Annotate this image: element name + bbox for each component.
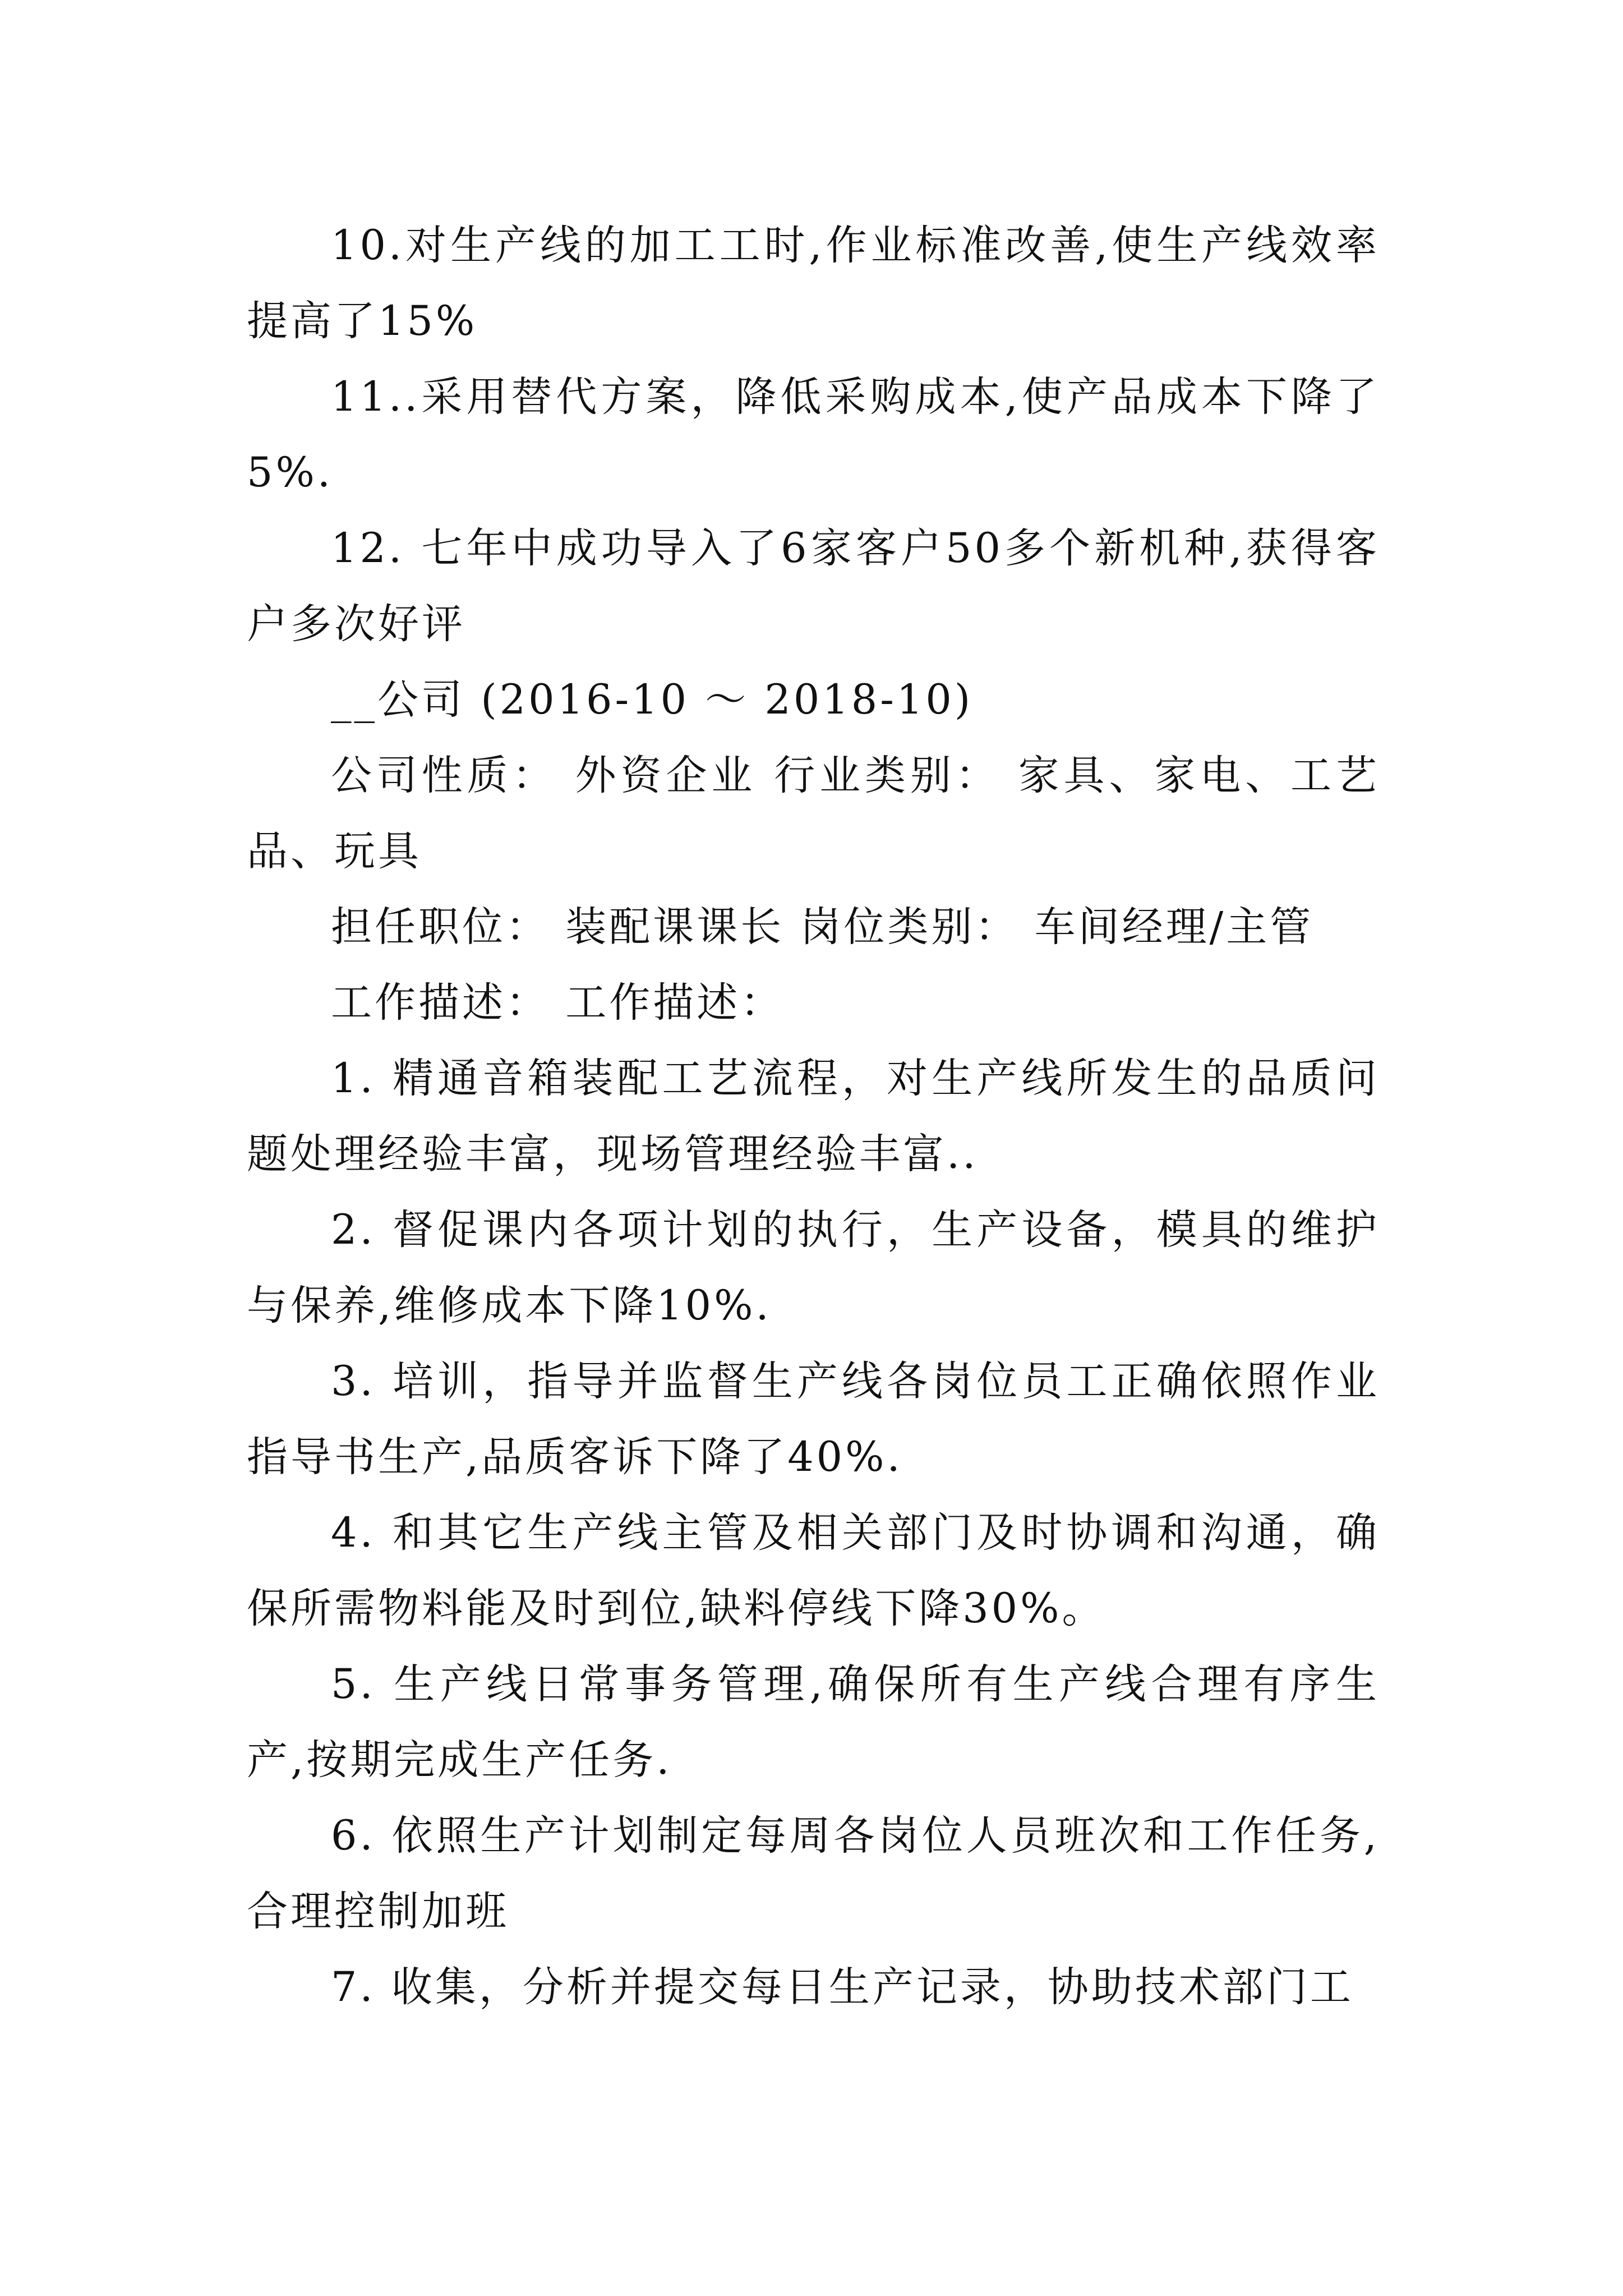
paragraph-item-12: 12. 七年中成功导入了6家客户50多个新机种,获得客户多次好评	[247, 524, 1380, 648]
duty-item-1: 1. 精通音箱装配工艺流程，对生产线所发生的品质问题处理经验丰富，现场管理经验丰富..	[247, 1055, 1380, 1178]
document-body	[247, 208, 1380, 2025]
duty-item-3: 3. 培训，指导并监督生产线各岗位员工正确依照作业指导书生产,品质客诉下降了40%.	[247, 1358, 1380, 1481]
duty-item-6: 6. 依照生产计划制定每周各岗位人员班次和工作任务,合理控制加班	[247, 1812, 1380, 1935]
position-line: 担任职位： 装配课课长 岗位类别： 车间经理/主管	[331, 903, 1314, 951]
duty-item-4: 4. 和其它生产线主管及相关部门及时协调和沟通，确保所需物料能及时到位,缺料停线下降30%。	[247, 1509, 1380, 1632]
duty-item-2: 2. 督促课内各项计划的执行，生产设备，模具的维护与保养,维修成本下降10%.	[247, 1206, 1380, 1329]
company-nature-line: 公司性质： 外资企业 行业类别： 家具、家电、工艺品、玩具	[247, 752, 1380, 875]
duty-item-7: 7. 收集，分析并提交每日生产记录，协助技术部门工	[331, 1963, 1354, 2011]
duty-item-5: 5. 生产线日常事务管理,确保所有生产线合理有序生产,按期完成生产任务.	[247, 1660, 1380, 1784]
company-period-heading: __公司 (2016-10 ～ 2018-10)	[331, 676, 974, 724]
job-description-heading: 工作描述： 工作描述：	[331, 979, 785, 1027]
paragraph-item-11: 11..采用替代方案，降低采购成本,使产品成本下降了5%.	[247, 373, 1380, 496]
paragraph-item-10: 10.对生产线的加工工时,作业标准改善,使生产线效率提高了15%	[247, 222, 1380, 345]
